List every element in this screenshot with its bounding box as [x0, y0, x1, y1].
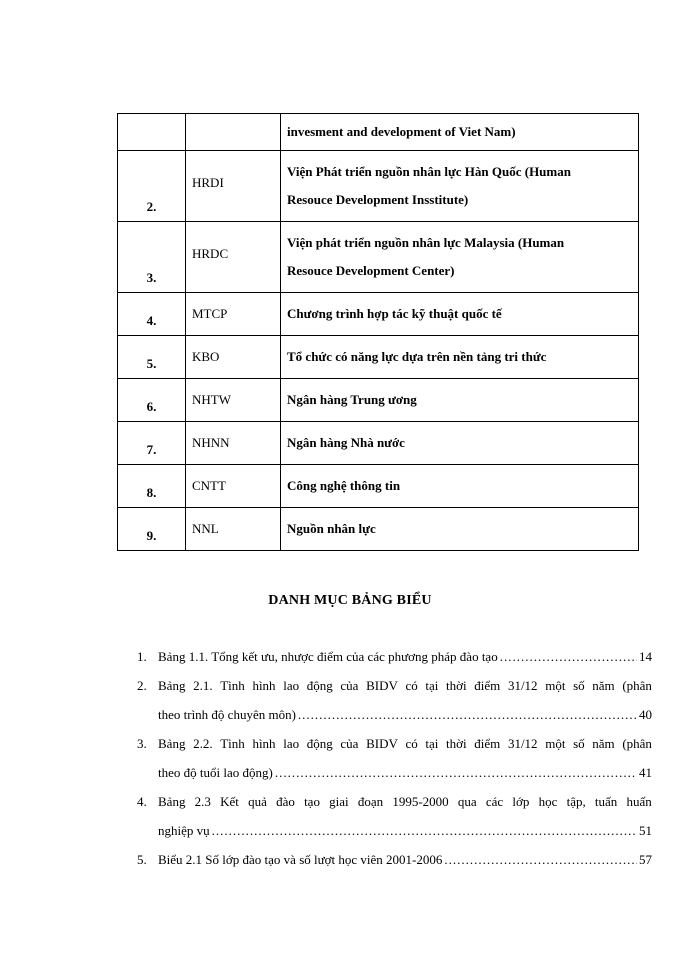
word: của	[340, 736, 359, 751]
word: lao	[283, 736, 300, 751]
list-item-title: theo độ tuổi lao động)	[158, 765, 273, 780]
abbreviation-description	[281, 222, 639, 293]
word: điểm	[474, 736, 501, 751]
abbreviation-description	[281, 379, 639, 422]
list-item-title: theo trình độ chuyên môn)	[158, 707, 296, 722]
word: tạo	[304, 794, 320, 809]
word: 31/12	[507, 736, 538, 751]
dot-leader	[275, 758, 637, 787]
description-line: Chương trình hợp tác kỹ thuật quốc tế	[287, 306, 502, 321]
word: Bảng	[158, 678, 186, 693]
page-number: 57	[639, 852, 652, 867]
word: một	[545, 678, 566, 693]
word: quả	[248, 794, 267, 809]
description-line: Resouce Development Insstitute)	[287, 192, 469, 207]
list-item-line	[158, 700, 652, 729]
word: có	[405, 736, 418, 751]
abbreviation-code: NHTW	[186, 379, 281, 422]
word: (phân	[622, 736, 652, 751]
word: 2.1.	[193, 678, 213, 693]
abbreviation-description	[281, 293, 639, 336]
word: một	[545, 736, 566, 751]
word: hình	[252, 678, 276, 693]
word: (phân	[622, 678, 652, 693]
word: điểm	[474, 678, 501, 693]
dot-leader	[500, 642, 637, 671]
row-number: 2.	[118, 151, 186, 222]
dot-leader	[212, 816, 637, 845]
word: 2.2.	[193, 736, 213, 751]
table-row	[118, 465, 639, 508]
page-number: 41	[639, 765, 652, 780]
abbreviation-code: CNTT	[186, 465, 281, 508]
word: có	[405, 678, 418, 693]
table-row	[118, 151, 639, 222]
word: của	[340, 678, 359, 693]
list-item[interactable]	[134, 671, 652, 729]
row-number: 3.	[118, 222, 186, 293]
table-row	[118, 114, 639, 151]
list-item-number: 2.	[137, 678, 147, 693]
list-item-number: 3.	[137, 736, 147, 751]
word: 1995-2000	[392, 794, 449, 809]
abbreviation-description	[281, 336, 639, 379]
table-list	[134, 642, 652, 874]
row-number: 5.	[118, 336, 186, 379]
description-line: Ngân hàng Trung ương	[287, 392, 417, 407]
table-row	[118, 293, 639, 336]
list-item-first-line	[158, 729, 652, 758]
word: 31/12	[507, 678, 538, 693]
list-item-line	[158, 816, 652, 845]
abbreviation-description	[281, 465, 639, 508]
abbreviation-code: KBO	[186, 336, 281, 379]
abbreviation-code	[186, 114, 281, 151]
list-item-title: nghiệp vụ	[158, 823, 210, 838]
row-number	[118, 114, 186, 151]
word: học	[538, 794, 558, 809]
word: Tình	[220, 678, 245, 693]
table-row	[118, 222, 639, 293]
word: đoạn	[357, 794, 384, 809]
list-item-title: Biểu 2.1 Số lớp đào tạo và số lượt học viên 2001-2006	[158, 852, 443, 867]
description-line: Resouce Development Center)	[287, 263, 455, 278]
abbreviation-code: NNL	[186, 508, 281, 551]
table-row	[118, 422, 639, 465]
list-item-line	[158, 758, 652, 787]
word: tập,	[566, 794, 586, 809]
word: Bảng	[158, 794, 186, 809]
row-number: 9.	[118, 508, 186, 551]
word: BIDV	[366, 736, 398, 751]
word: năm	[592, 678, 615, 693]
abbreviation-code: HRDI	[186, 151, 281, 222]
abbreviation-code: MTCP	[186, 293, 281, 336]
page-number: 14	[639, 649, 652, 664]
word: đào	[276, 794, 295, 809]
word: Tình	[220, 736, 245, 751]
description-line: Ngân hàng Nhà nước	[287, 435, 405, 450]
row-number: 4.	[118, 293, 186, 336]
list-item-line	[158, 845, 652, 874]
word: Bảng	[158, 736, 186, 751]
abbreviation-description	[281, 151, 639, 222]
word: số	[573, 736, 585, 751]
description-line: invesment and development of Viet Nam)	[287, 124, 516, 139]
word: BIDV	[366, 678, 398, 693]
word: số	[573, 678, 585, 693]
word: lao	[283, 678, 300, 693]
word: hình	[252, 736, 276, 751]
page-number: 40	[639, 707, 652, 722]
list-item[interactable]	[134, 729, 652, 787]
word: lớp	[512, 794, 530, 809]
list-item[interactable]	[134, 642, 652, 671]
list-item-line	[158, 642, 652, 671]
dot-leader	[444, 845, 637, 874]
page-number: 51	[639, 823, 652, 838]
row-number: 8.	[118, 465, 186, 508]
word: giai	[329, 794, 349, 809]
word: các	[485, 794, 504, 809]
word: Kết	[220, 794, 239, 809]
section-title: DANH MỤC BẢNG BIỂU	[268, 593, 432, 608]
list-item-number: 4.	[137, 794, 147, 809]
abbreviation-code: HRDC	[186, 222, 281, 293]
list-item-number: 1.	[137, 649, 147, 664]
word: thời	[446, 678, 467, 693]
word: qua	[457, 794, 477, 809]
description-line: Tổ chức có năng lực dựa trên nền tảng tri thức	[287, 349, 547, 364]
word: huấn	[626, 794, 652, 809]
word: động	[306, 736, 333, 751]
list-item-first-line	[158, 671, 652, 700]
list-item-number: 5.	[137, 852, 147, 867]
word: động	[306, 678, 333, 693]
word: thời	[446, 736, 467, 751]
abbreviation-description	[281, 422, 639, 465]
abbreviation-description	[281, 508, 639, 551]
abbreviation-code: NHNN	[186, 422, 281, 465]
word: tại	[425, 736, 439, 751]
table-row	[118, 508, 639, 551]
abbreviation-description	[281, 114, 639, 151]
abbreviation-table	[117, 113, 639, 551]
word: tuấn	[594, 794, 618, 809]
word: 2.3	[194, 794, 211, 809]
list-item-title: Bảng 1.1. Tổng kết ưu, nhược điểm của các phương pháp đào tạo	[158, 649, 498, 664]
table-row	[118, 379, 639, 422]
row-number: 7.	[118, 422, 186, 465]
table-row	[118, 336, 639, 379]
list-item-first-line	[158, 787, 652, 816]
word: tại	[425, 678, 439, 693]
description-line: Viện Phát triển nguồn nhân lực Hàn Quốc (Human	[287, 164, 571, 179]
description-line: Công nghệ thông tin	[287, 478, 401, 493]
list-item[interactable]	[134, 845, 652, 874]
description-line: Nguồn nhân lực	[287, 521, 376, 536]
word: năm	[592, 736, 615, 751]
list-item[interactable]	[134, 787, 652, 845]
row-number: 6.	[118, 379, 186, 422]
description-line: Viện phát triển nguồn nhân lực Malaysia (Human	[287, 235, 565, 250]
dot-leader	[298, 700, 637, 729]
